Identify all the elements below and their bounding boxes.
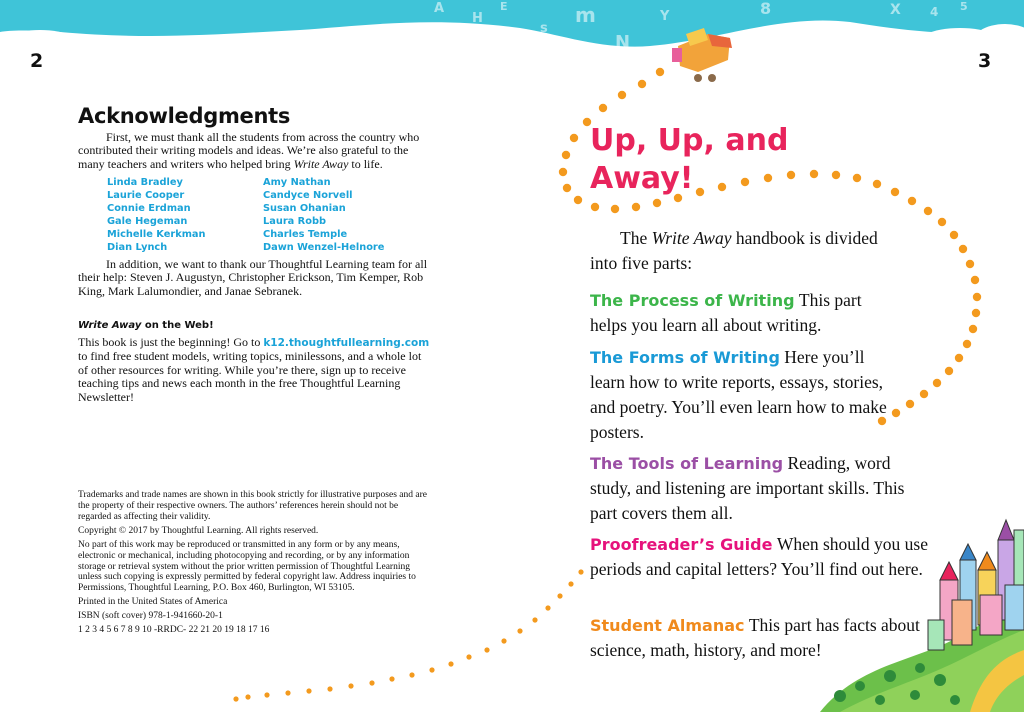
flight-dot (966, 260, 974, 268)
flight-dot (557, 593, 562, 598)
flight-dot (570, 134, 578, 142)
name-item: Amy Nathan (263, 177, 331, 188)
name-item: Candyce Norvell (263, 190, 353, 201)
section-text-proofreader: When should you use periods and capital letters? You’ll find out here. (590, 534, 928, 579)
intro-title-italic: Write Away (293, 156, 349, 171)
flight-dot (891, 188, 899, 196)
section-name-proofreader: Proofreader’s Guide (590, 535, 773, 554)
flight-dot (348, 683, 353, 688)
copyright-line: Copyright © 2017 by Thoughtful Learning. All rights reserved. (78, 526, 319, 536)
intro-text-a: First, we must thank all the students from across the country who contributed their writing models and ideas. We’re also grateful to the many teachers and writers who helped bring (78, 130, 420, 171)
flight-dot (638, 80, 646, 88)
hill-town-illustration (820, 500, 1024, 712)
flight-dot (618, 91, 626, 99)
page-number-right: 3 (978, 50, 992, 72)
flight-dot (568, 581, 573, 586)
flight-dot (574, 196, 582, 204)
acknowledgments-title: Acknowledgments (78, 104, 291, 128)
right-intro (590, 226, 880, 276)
svg-text:E: E (500, 0, 508, 13)
flight-dot (517, 628, 522, 633)
flight-dot (963, 340, 971, 348)
section-name-tools: The Tools of Learning (590, 454, 784, 473)
flight-dot (950, 231, 958, 239)
flight-dot (563, 184, 571, 192)
web-heading-italic: Write Away (78, 320, 142, 331)
flight-dot (611, 205, 619, 213)
page-title (590, 122, 830, 198)
svg-text:X: X (890, 2, 901, 18)
section-text-process: This part helps you learn all about writing. (590, 290, 862, 335)
flight-dot (484, 647, 489, 652)
web-heading-rest: on the Web! (141, 320, 214, 331)
town-buildings (928, 520, 1024, 650)
name-item: Laura Robb (263, 216, 326, 227)
section-name-forms: The Forms of Writing (590, 348, 780, 367)
flight-dot (924, 207, 932, 215)
title-line-2: Away! (590, 161, 694, 196)
flight-dot (578, 569, 583, 574)
section-process (590, 288, 890, 338)
flight-dot (973, 293, 981, 301)
svg-text:N: N (615, 32, 631, 53)
web-text-b: to find free student models, writing topics, minilessons, and a whole lot of other resources for writing. While you’re there, sign up to receive teaching tips and news each month in the free Thoughtful Learning Newsletter! (78, 349, 422, 404)
flight-dot (233, 696, 238, 701)
name-item: Dian Lynch (107, 242, 168, 253)
name-item: Connie Erdman (107, 203, 191, 214)
intro-text-b: to life. (348, 156, 383, 171)
name-item: Dawn Wenzel-Helnore (263, 242, 385, 253)
printed-line: Printed in the United States of America (78, 597, 228, 607)
svg-text:Y: Y (660, 9, 670, 24)
svg-text:H: H (472, 11, 483, 26)
section-forms (590, 345, 895, 445)
flight-dot (599, 104, 607, 112)
svg-text:8: 8 (760, 0, 772, 18)
section-text-forms: Here you’ll learn how to write reports, essays, stories, and poetry. You’ll even learn how to make posters. (590, 347, 887, 442)
right-intro-b: handbook is divided into five parts: (590, 228, 878, 273)
svg-text:4: 4 (930, 5, 939, 19)
flight-dot (959, 245, 967, 253)
flight-dot (908, 197, 916, 205)
flight-dot (832, 171, 840, 179)
flight-dot (532, 617, 537, 622)
flight-dot (906, 400, 914, 408)
page-number-left: 2 (30, 50, 44, 72)
names-column-2 (263, 176, 384, 254)
flight-dot (545, 605, 550, 610)
section-name-process: The Process of Writing (590, 291, 795, 310)
flight-dot (971, 276, 979, 284)
name-item: Gale Hegeman (107, 216, 188, 227)
rights-notice: No part of this work may be reproduced or transmitted in any form or by any means, electronic or mechanical, including photocopying and recording, or by any information storage or retrieval system without the prior written permission of Thoughtful Learning unless such copying is expressly permitted by federal copyright law. Address inquiries to Permissions, Thoughtful Learning, P.O. Box 460, Burlington, WI 53105. (78, 540, 416, 594)
name-item: Michelle Kerkman (107, 229, 206, 240)
right-intro-a: The (620, 228, 652, 248)
name-item: Susan Ohanian (263, 203, 346, 214)
flight-dot (938, 218, 946, 226)
flight-dot (389, 676, 394, 681)
name-item: Charles Temple (263, 229, 348, 240)
flight-dot (369, 680, 374, 685)
thanks-paragraph: In addition, we want to thank our Thoughtful Learning team for all their help: Steven J. Augustyn, Christopher Erickson, Tim Kemper, Rob King, Mark Lalumondier, and Janae Sebranek. (78, 257, 428, 298)
trademark-notice: Trademarks and trade names are shown in this book strictly for illustrative purposes and are the property of their respective owners. The authors’ references herein should not be regarded as affecting their validity. (78, 490, 427, 522)
web-paragraph (78, 336, 433, 404)
svg-text:A: A (434, 1, 445, 16)
flight-dot (873, 180, 881, 188)
flight-dot (591, 203, 599, 211)
svg-text:s: s (540, 21, 548, 36)
flight-dot (972, 309, 980, 317)
svg-text:m: m (575, 3, 596, 27)
section-text-almanac: This part has facts about science, math, history, and more! (590, 615, 920, 660)
flight-dot (632, 203, 640, 211)
flight-dot (327, 686, 332, 691)
flight-dot (653, 199, 661, 207)
flight-dot (264, 692, 269, 697)
section-text-tools: Reading, word study, and listening are important skills. This part covers them all. (590, 453, 905, 523)
flight-dot (920, 390, 928, 398)
flight-dot (933, 379, 941, 387)
web-link[interactable]: k12.thoughtfullearning.com (263, 337, 430, 349)
name-item: Linda Bradley (107, 177, 183, 188)
flight-dot (559, 168, 567, 176)
web-heading (78, 320, 214, 331)
web-text-a: This book is just the beginning! Go to (78, 335, 264, 349)
name-item: Laurie Cooper (107, 190, 185, 201)
flight-dot (955, 354, 963, 362)
title-line-1: Up, Up, and (590, 123, 789, 158)
flight-dot (409, 672, 414, 677)
flight-dot (466, 654, 471, 659)
flight-dot (562, 151, 570, 159)
flight-dot (448, 661, 453, 666)
flight-dot (245, 694, 250, 699)
flight-dot (853, 174, 861, 182)
acknowledgments-intro (78, 131, 433, 171)
names-column-1 (107, 176, 206, 254)
flight-dot (969, 325, 977, 333)
section-name-almanac: Student Almanac (590, 616, 745, 635)
flight-dot (306, 688, 311, 693)
flight-dot (656, 68, 664, 76)
isbn-line: ISBN (soft cover) 978-1-941660-20-1 (78, 611, 223, 621)
flight-dot (945, 367, 953, 375)
flight-dot (429, 667, 434, 672)
print-line: 1 2 3 4 5 6 7 8 9 10 -RRDC- 22 21 20 19 18 17 16 (78, 625, 270, 635)
flight-dot (501, 638, 506, 643)
right-intro-italic: Write Away (651, 228, 732, 248)
svg-text:5: 5 (960, 0, 968, 13)
flight-dot (285, 690, 290, 695)
